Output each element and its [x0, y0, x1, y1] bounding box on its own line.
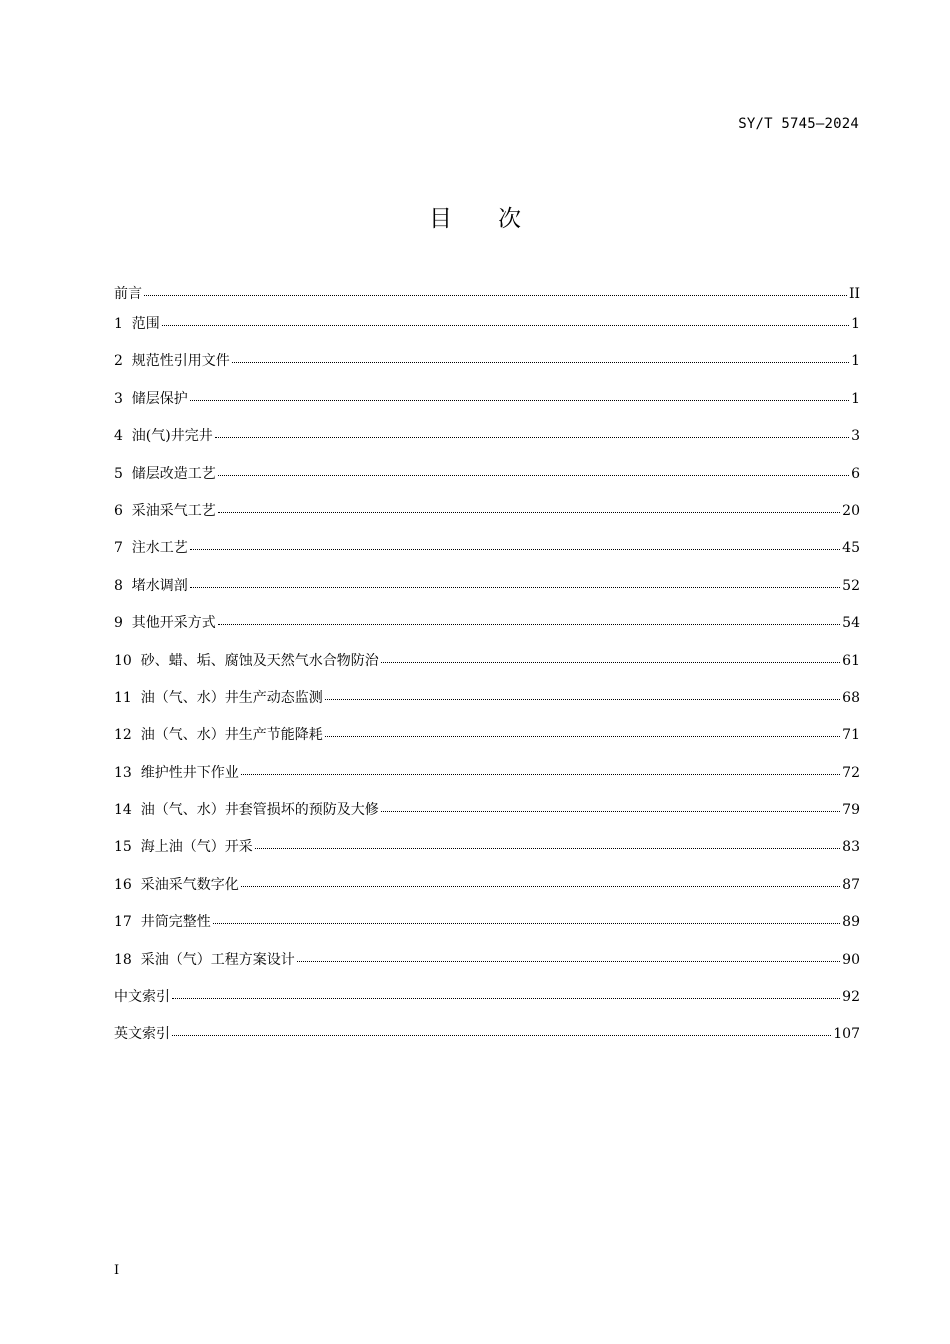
table-of-contents	[114, 284, 860, 1062]
toc-entry-label: 英文索引	[114, 1026, 170, 1043]
toc-dot-leader	[213, 923, 840, 924]
toc-entry[interactable]	[114, 538, 860, 575]
toc-entry[interactable]	[114, 314, 860, 351]
toc-entry-label: 18 采油（气）工程方案设计	[114, 951, 295, 968]
toc-dot-leader	[218, 512, 840, 513]
toc-entry[interactable]	[114, 987, 860, 1024]
toc-entry[interactable]	[114, 389, 860, 426]
toc-entry-label: 6 采油采气工艺	[114, 502, 216, 519]
toc-entry-page: 90	[842, 951, 860, 968]
page-number: I	[114, 1263, 120, 1278]
document-code: SY/T 5745—2024	[738, 116, 859, 132]
toc-dot-leader	[232, 362, 849, 363]
toc-dot-leader	[325, 736, 840, 737]
toc-entry-page: 6	[851, 465, 860, 482]
toc-entry-page: 3	[851, 428, 860, 445]
toc-dot-leader	[172, 998, 840, 999]
toc-entry-page: 52	[842, 577, 860, 594]
toc-entry[interactable]	[114, 284, 860, 314]
toc-entry-label: 中文索引	[114, 989, 170, 1006]
toc-entry-page: 1	[851, 353, 860, 370]
toc-entry[interactable]	[114, 800, 860, 837]
toc-dot-leader	[215, 437, 849, 438]
toc-entry-label: 7 注水工艺	[114, 540, 188, 557]
toc-entry-page: 1	[851, 316, 860, 332]
toc-dot-leader	[190, 587, 840, 588]
toc-entry-label: 12 油（气、水）井生产节能降耗	[114, 727, 323, 744]
toc-entry-page: 92	[842, 989, 860, 1006]
toc-dot-leader	[190, 400, 849, 401]
toc-entry-page: 107	[833, 1026, 860, 1043]
toc-dot-leader	[218, 624, 840, 625]
toc-entry[interactable]	[114, 912, 860, 949]
toc-entry[interactable]	[114, 725, 860, 762]
toc-dot-leader	[381, 662, 840, 663]
toc-entry[interactable]	[114, 426, 860, 463]
toc-dot-leader	[325, 699, 840, 700]
toc-entry-label: 1 范围	[114, 316, 160, 332]
toc-dot-leader	[297, 961, 840, 962]
toc-entry-label: 11 油（气、水）井生产动态监测	[114, 689, 323, 706]
toc-entry-label: 2 规范性引用文件	[114, 353, 230, 370]
toc-entry-label: 8 堵水调剖	[114, 577, 188, 594]
toc-dot-leader	[144, 295, 847, 296]
toc-entry-page: 89	[842, 914, 860, 931]
toc-entry[interactable]	[114, 837, 860, 874]
toc-entry-label: 3 储层保护	[114, 390, 188, 407]
toc-entry-page: II	[848, 286, 860, 302]
toc-dot-leader	[255, 848, 840, 849]
toc-entry-label: 15 海上油（气）开采	[114, 839, 253, 856]
toc-dot-leader	[190, 549, 840, 550]
toc-entry[interactable]	[114, 950, 860, 987]
toc-entry-page: 54	[842, 615, 860, 632]
toc-entry[interactable]	[114, 501, 860, 538]
toc-entry-page: 1	[851, 390, 860, 407]
toc-entry[interactable]	[114, 688, 860, 725]
toc-dot-leader	[381, 811, 840, 812]
toc-entry-label: 17 井筒完整性	[114, 914, 211, 931]
toc-entry-page: 87	[842, 876, 860, 893]
toc-entry-page: 20	[842, 502, 860, 519]
toc-entry[interactable]	[114, 613, 860, 650]
toc-entry[interactable]	[114, 464, 860, 501]
toc-entry-page: 68	[842, 689, 860, 706]
toc-entry-label: 16 采油采气数字化	[114, 876, 239, 893]
toc-dot-leader	[218, 475, 849, 476]
toc-dot-leader	[172, 1035, 831, 1036]
toc-entry-page: 72	[842, 764, 860, 781]
toc-entry[interactable]	[114, 351, 860, 388]
toc-entry[interactable]	[114, 875, 860, 912]
toc-entry-label: 13 维护性井下作业	[114, 764, 239, 781]
toc-entry-label: 9 其他开采方式	[114, 615, 216, 632]
toc-entry-page: 83	[842, 839, 860, 856]
toc-entry-label: 4 油(气)井完井	[114, 428, 213, 445]
toc-dot-leader	[162, 325, 849, 326]
toc-dot-leader	[241, 774, 840, 775]
toc-entry[interactable]	[114, 651, 860, 688]
toc-dot-leader	[241, 886, 840, 887]
toc-entry-page: 79	[842, 802, 860, 819]
toc-entry-page: 71	[842, 727, 860, 744]
page-title: 目次	[429, 206, 567, 232]
toc-entry[interactable]	[114, 1024, 860, 1061]
toc-entry-label: 14 油（气、水）井套管损坏的预防及大修	[114, 802, 379, 819]
toc-entry-page: 61	[842, 652, 860, 669]
toc-entry-label: 5 储层改造工艺	[114, 465, 216, 482]
toc-entry[interactable]	[114, 576, 860, 613]
toc-entry[interactable]	[114, 763, 860, 800]
toc-entry-page: 45	[842, 540, 860, 557]
toc-entry-label: 前言	[114, 286, 142, 302]
toc-entry-label: 10 砂、蜡、垢、腐蚀及天然气水合物防治	[114, 652, 379, 669]
